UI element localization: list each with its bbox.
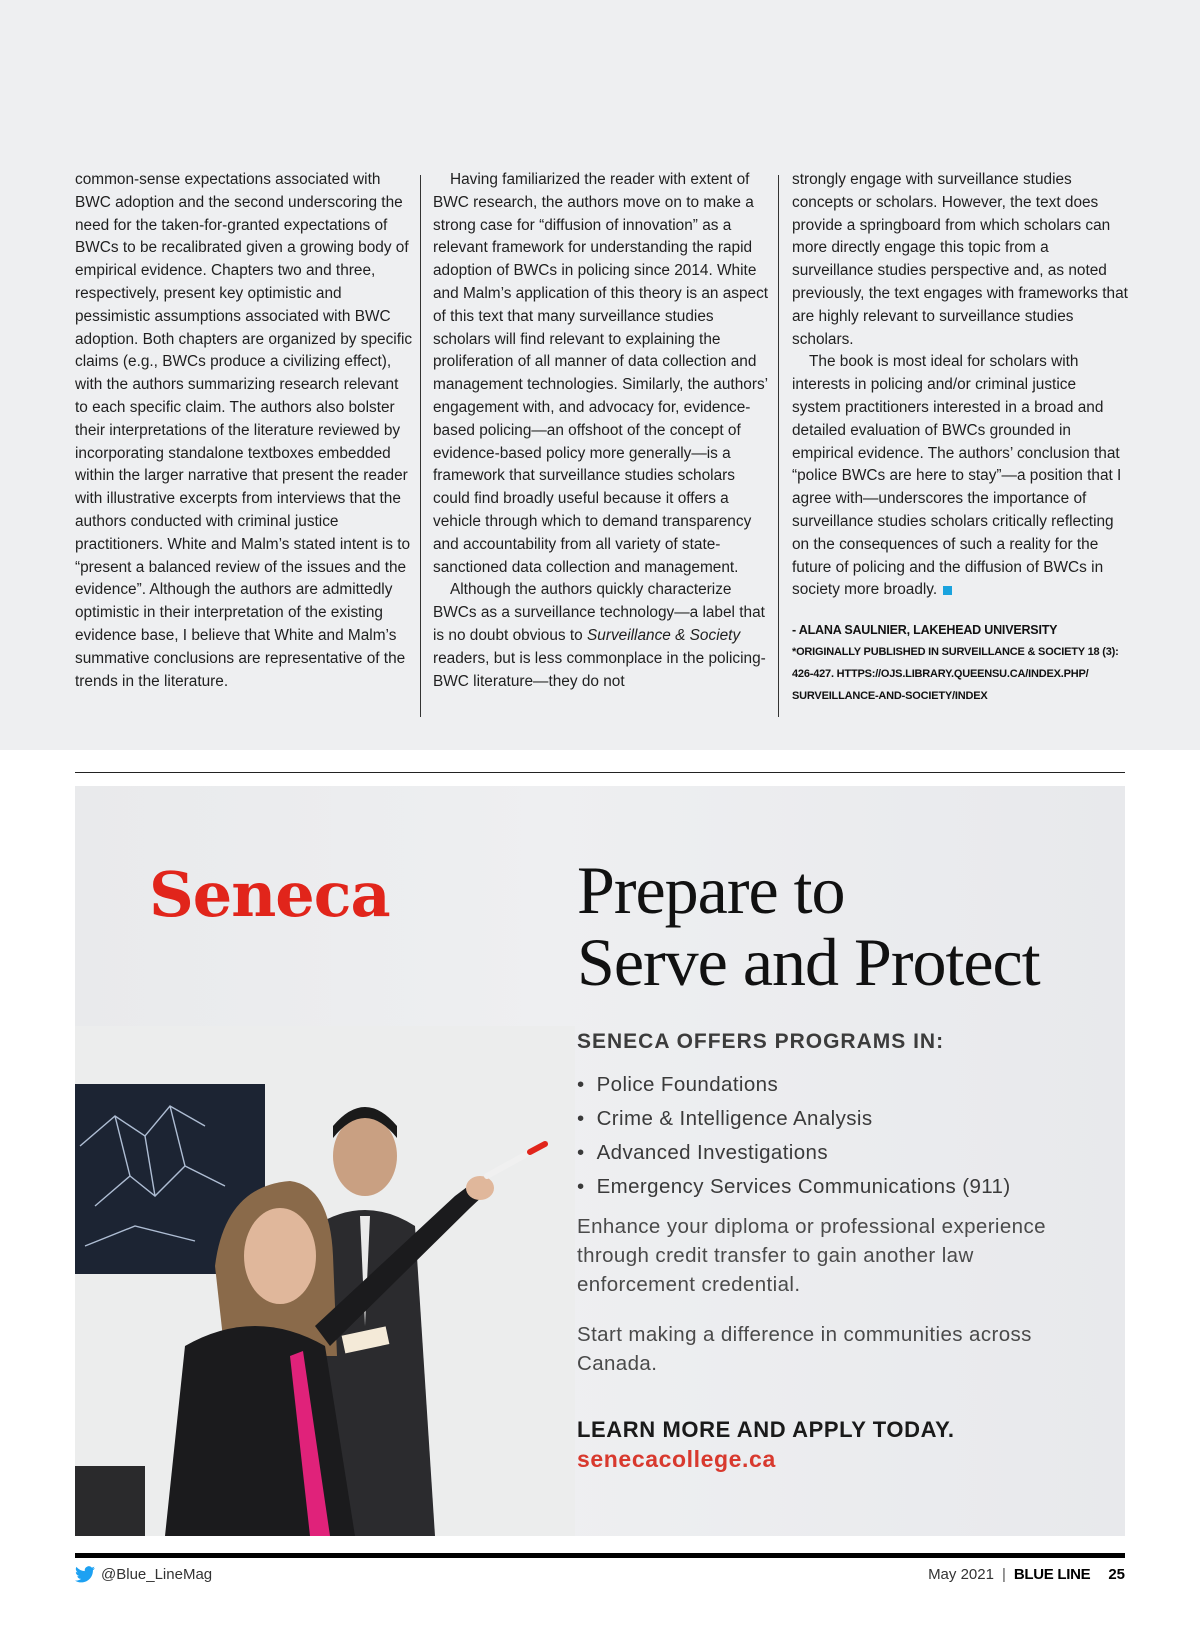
footer-rule [75, 1553, 1125, 1558]
page-number: 25 [1108, 1566, 1125, 1583]
col3-text: The book is most ideal for scholars with interests in policing and/or criminal justice system practitioners interested in a broad and detailed evaluation of BWCs grounded in empirical evidence. The authors’ conclusion that “police BWCs are here to stay”—a position that I agree with—underscores the importance of surveillance studies scholars critically reflecting on the consequences of such a reality for the future of policing and the diffusion of BWCs in society more broadly. [792, 353, 1122, 599]
ad-paragraph-communities: Start making a difference in communities across Canada. [577, 1323, 1032, 1375]
ad-headline [577, 854, 1040, 998]
program-item: • Police Foundations [577, 1068, 1011, 1102]
original-publication-note: *ORIGINALLY PUBLISHED IN SURVEILLANCE & SOCIETY 18 (3): 426-427. HTTPS://OJS.LIBRARY.QUEENSU.CA/INDEX.PHP/ SURVEILLANCE-AND-SOCIETY/INDEX [792, 646, 1119, 703]
col3-paragraph-1: strongly engage with surveillance studies concepts or scholars. However, the text does provide a springboard from which scholars can more directly engage this topic from a surveillance studies perspective and, as noted previously, the text engages with frameworks that are highly relevant to surveillance studies scholars. [792, 171, 1128, 348]
col2-paragraph-2 [433, 579, 773, 693]
column-divider [778, 175, 779, 717]
col2-paragraph-1: Having familiarized the reader with extent of BWC research, the authors move on to make a strong case for “diffusion of innovation” as a relevant framework for understanding the rapid adoption of BWCs in policing since 2014. White and Malm’s application of this theory is an aspect of this text that many surveillance studies scholars will find relevant to explaining the proliferation of all manner of data collection and management technologies. Similarly, the authors’ engagement with, and advocacy for, evidence-based policing—an offshoot of the concept of evidence-based policy more generally—is a framework that surveillance studies scholars could find broadly useful because it offers a vehicle through which to demand transparency and accountability from all variety of state-sanctioned data collection and management. [433, 171, 769, 576]
ad-paragraph-credit-transfer: Enhance your diploma or professional experience through credit transfer to gain another law enforcement credential. [577, 1215, 1046, 1296]
column-divider [420, 175, 421, 717]
end-of-article-icon [943, 586, 952, 595]
footer-social[interactable] [75, 1566, 212, 1583]
seneca-website-link[interactable]: senecacollege.ca [577, 1446, 776, 1472]
seneca-advertisement[interactable] [75, 786, 1125, 1536]
program-item: • Crime & Intelligence Analysis [577, 1102, 1011, 1136]
col3-paragraph-2 [792, 351, 1128, 602]
program-item: • Advanced Investigations [577, 1136, 1011, 1170]
col1-paragraph: common-sense expectations associated with BWC adoption and the second underscoring the need for the taken-for-granted expectations of BWCs to be recalibrated given a growing body of empirical evidence. Chapters two and three, respectively, present key optimistic and pessimistic assumptions associated with BWC adoption. Both chapters are organized by specific claims (e.g., BWCs produce a civilizing effect), with the authors summarizing research relevant to each specific claim. The authors also bolster their interpretations of the literature reviewed by incorporating standalone textboxes embedded within the larger narrative that present the reader with illustrative excerpts from interviews that the authors conducted with criminal justice practitioners. White and Malm’s stated intent is to “present a balanced review of the issues and the evidence”. Although the authors are admittedly optimistic in their interpretation of the existing evidence base, I believe that White and Malm’s summative conclusions are representative of the trends in the literature. [75, 171, 413, 690]
twitter-bird-icon [75, 1566, 95, 1583]
twitter-handle[interactable]: @Blue_LineMag [101, 1566, 213, 1583]
seneca-logo: Seneca [149, 858, 390, 931]
author-credit: - ALANA SAULNIER, LAKEHEAD UNIVERSITY [792, 623, 1058, 638]
ad-divider [75, 772, 1125, 773]
col2-text-a: Although the authors quickly characterize BWCs as a surveillance technology—a label that is no doubt obvious to [433, 581, 765, 644]
headline-line-1: Prepare to [577, 852, 845, 928]
article-column-3 [792, 169, 1128, 707]
program-list [577, 1068, 1011, 1204]
footer-separator: | [1001, 1566, 1006, 1583]
article-credit [792, 619, 1128, 707]
journal-title: Surveillance & Society [587, 626, 741, 644]
col2-text-b: readers, but is less commonplace in the policing-BWC literature—they do not [433, 649, 766, 690]
article-column-1 [75, 169, 415, 693]
programs-heading: SENECA OFFERS PROGRAMS IN: [577, 1030, 945, 1053]
article-column-2 [433, 169, 773, 693]
magazine-name: BLUE LINE [1013, 1566, 1091, 1583]
program-item: • Emergency Services Communications (911) [577, 1170, 1011, 1204]
headline-line-2: Serve and Protect [577, 924, 1040, 1000]
call-to-action: LEARN MORE AND APPLY TODAY. [577, 1417, 955, 1442]
footer-issue-info [928, 1566, 1125, 1583]
students-whiteboard-photo [75, 1026, 575, 1536]
issue-date: May 2021 [928, 1566, 994, 1583]
